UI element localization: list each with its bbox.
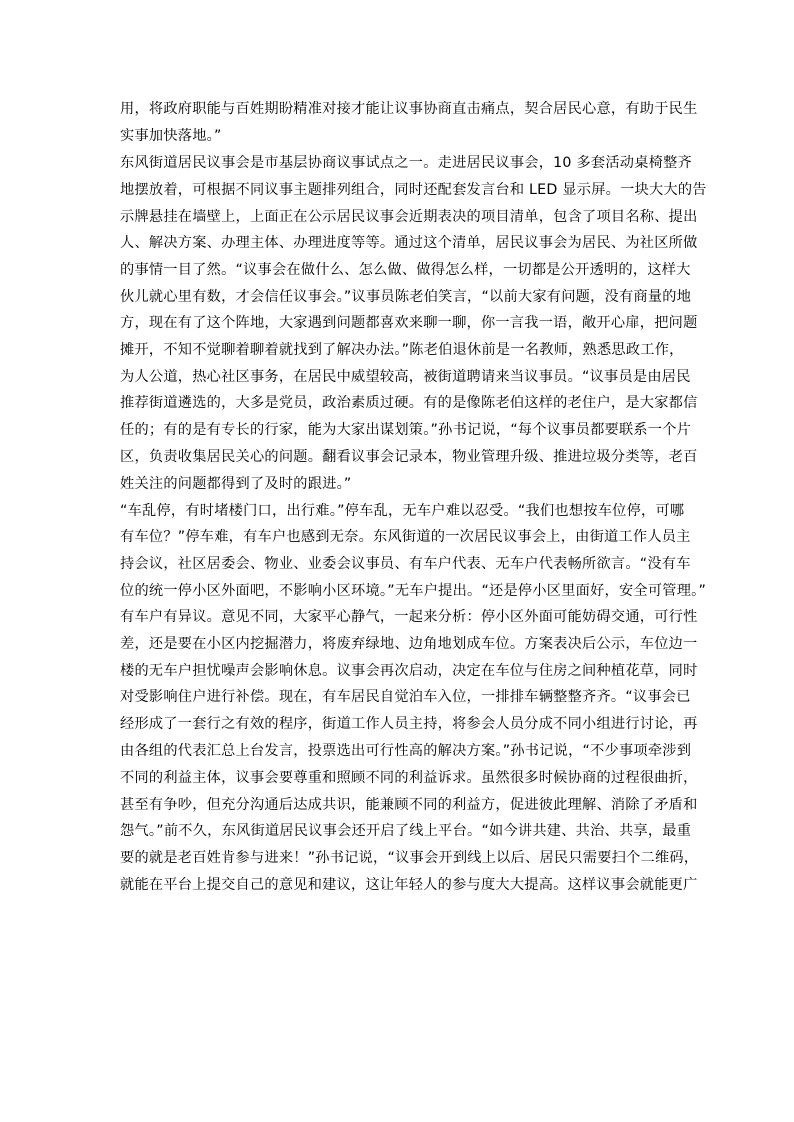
paragraph-line: 伙儿就心里有数，才会信任议事会。”议事员陈老伯笑言，“以前大家有问题，没有商量的地: [120, 289, 692, 305]
paragraph-line: 姓关注的问题都得到了及时的跟进。”: [120, 476, 352, 492]
paragraph-line: 区，负责收集居民关心的问题。翻看议事会记录本，物业管理升级、推进垃圾分类等，老百: [120, 449, 698, 465]
paragraph-line: 有车户有异议。意见不同，大家平心静气，一起来分析：停小区外面可能妨碍交通，可行性: [120, 609, 698, 625]
paragraph-line: “车乱停，有时堵楼门口，出行难。”停车乱，无车户难以忍受。“我们也想按车位停，可哪: [120, 503, 685, 519]
paragraph-line: 要的就是老百姓肯参与进来！”孙书记说，“议事会开到线上以后、居民只需要扫个二维码，: [120, 850, 699, 866]
paragraph-line: 有车位？”停车难，有车户也感到无奈。东风街道的一次居民议事会上，由街道工作人员主: [120, 529, 691, 545]
paragraph-line: 实事加快落地。”: [120, 128, 222, 144]
paragraph-line: 就能在平台上提交自己的意见和建议，这让年轻人的参与度大大提高。这样议事会就能更广: [120, 877, 698, 893]
paragraph-line: 不同的利益主体，议事会要尊重和照顾不同的利益诉求。虽然很多时候协商的过程很曲折，: [120, 770, 698, 786]
paragraph-line: 差，还是要在小区内挖掘潜力，将废弃绿地、边角地划成车位。方案表决后公示，车位边一: [120, 636, 698, 652]
paragraph-line: 甚至有争吵，但充分沟通后达成共识，能兼顾不同的利益方，促进彼此理解、消除了矛盾和: [120, 797, 698, 813]
paragraph-line: 由各组的代表汇总上台发言，投票选出可行性高的解决方案。”孙书记说，“不少事项牵涉到: [120, 743, 692, 759]
paragraph-line: 怨气。”前不久，东风街道居民议事会还开启了线上平台。“如今讲共建、共治、共享，最重: [120, 823, 692, 839]
paragraph-line: 对受影响住户进行补偿。现在，有车居民自觉泊车入位，一排排车辆整整齐齐。“议事会已: [120, 689, 691, 705]
paragraph-line: 人、解决方案、办理主体、办理进度等等。通过这个清单，居民议事会为居民、为社区所做: [120, 235, 698, 251]
paragraph-line: 用，将政府职能与百姓期盼精准对接才能让议事协商直击痛点，契合居民心意，有助于民生: [120, 101, 698, 117]
paragraph-line: 楼的无车户担忧噪声会影响休息。议事会再次启动，决定在车位与住房之间种植花草，同时: [120, 663, 698, 679]
paragraph-line: 摊开，不知不觉聊着聊着就找到了解决办法。”陈老伯退休前是一名教师，熟悉思政工作，: [120, 342, 684, 358]
paragraph-line: 东风街道居民议事会是市基层协商议事试点之一。走进居民议事会，10 多套活动桌椅整齐: [120, 155, 692, 171]
paragraph-line: 任的；有的是有专长的行家，能为大家出谋划策。”孙书记说，“每个议事员都要联系一个片: [120, 422, 692, 438]
paragraph-line: 位的统一停小区外面吧，不影响小区环境。”无车户提出。“还是停小区里面好，安全可管理。”: [120, 583, 707, 599]
paragraph-line: 为人公道，热心社区事务，在居民中威望较高，被街道聘请来当议事员。“议事员是由居民: [120, 369, 691, 385]
paragraph-line: 持会议，社区居委会、物业、业委会议事员、有车户代表、无车户代表畅所欲言。“没有车: [120, 556, 691, 572]
paragraph-line: 经形成了一套行之有效的程序，街道工作人员主持，将参会人员分成不同小组进行讨论，再: [120, 716, 698, 732]
paragraph-line: 推荐街道遴选的，大多是党员，政治素质过硬。有的是像陈老伯这样的老住户，是大家都信: [120, 395, 698, 411]
paragraph-line: 的事情一目了然。“议事会在做什么、怎么做、做得怎么样，一切都是公开透明的，这样大: [120, 262, 691, 278]
paragraph-line: 地摆放着，可根据不同议事主题排列组合，同时还配套发言台和 LED 显示屏。一块大大的告: [120, 182, 707, 198]
paragraph-line: 方，现在有了这个阵地，大家遇到问题都喜欢来聊一聊，你一言我一语，敞开心扉，把问题: [120, 315, 698, 331]
paragraph-line: 示牌悬挂在墙壁上，上面正在公示居民议事会近期表决的项目清单，包含了项目名称、提出: [120, 209, 698, 225]
